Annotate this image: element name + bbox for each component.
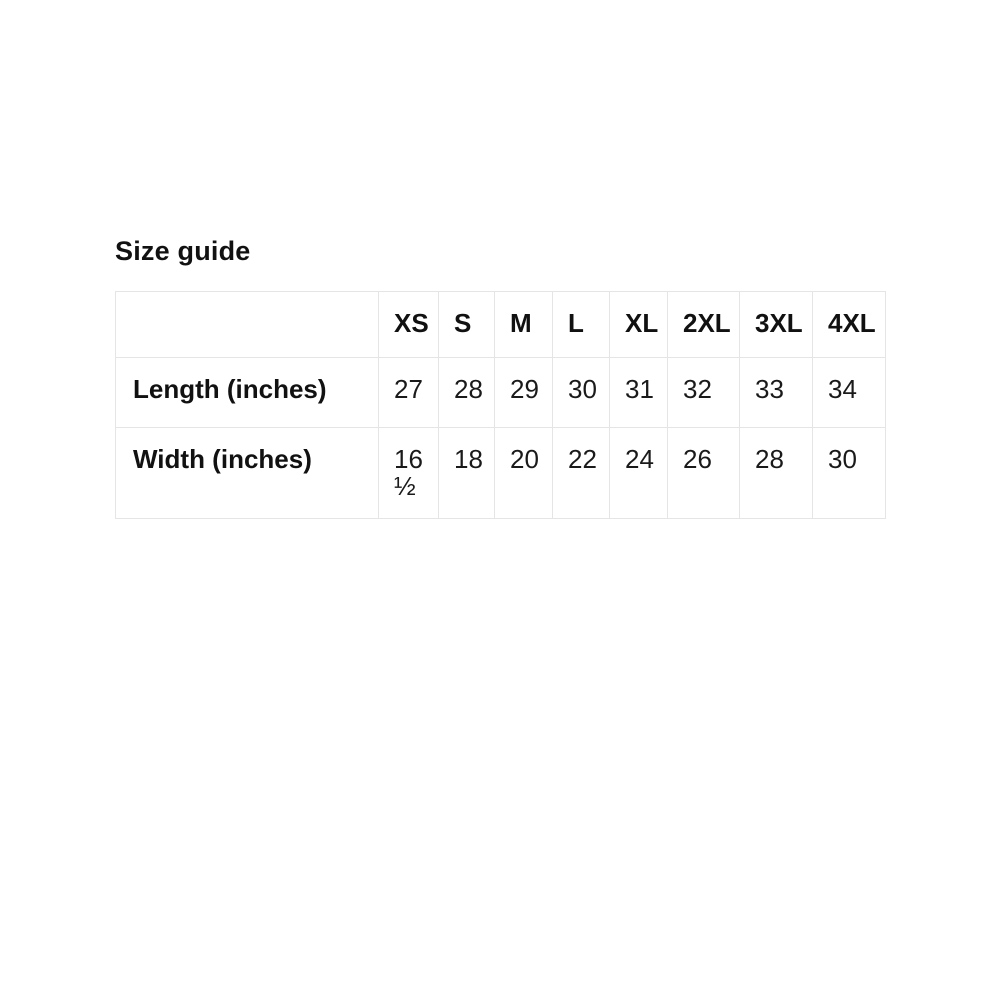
size-value-cell: 34 [813,358,886,428]
column-header-2xl: 2XL [668,292,740,358]
size-value-cell: 26 [668,428,740,519]
size-value-cell: 16 ½ [379,428,439,519]
size-guide-section [115,236,885,519]
column-header-s: S [439,292,495,358]
row-label: Width (inches) [116,428,379,519]
corner-cell [116,292,379,358]
column-header-4xl: 4XL [813,292,886,358]
header-row [116,292,886,358]
size-value-cell: 31 [610,358,668,428]
size-value-cell: 27 [379,358,439,428]
size-value-cell: 29 [495,358,553,428]
column-header-xs: XS [379,292,439,358]
size-value-cell: 24 [610,428,668,519]
size-value-cell: 33 [740,358,813,428]
size-value-cell: 28 [439,358,495,428]
size-value-cell: 30 [813,428,886,519]
table-row [116,428,886,519]
column-header-m: M [495,292,553,358]
size-value-cell: 32 [668,358,740,428]
table-head [116,292,886,358]
size-value-cell: 28 [740,428,813,519]
table-body [116,358,886,519]
column-header-l: L [553,292,610,358]
size-value-cell: 30 [553,358,610,428]
size-value-cell: 22 [553,428,610,519]
size-value-cell: 20 [495,428,553,519]
size-guide-table [115,291,886,519]
column-header-3xl: 3XL [740,292,813,358]
size-guide-title: Size guide [115,236,251,266]
column-header-xl: XL [610,292,668,358]
table-row [116,358,886,428]
row-label: Length (inches) [116,358,379,428]
size-value-cell: 18 [439,428,495,519]
